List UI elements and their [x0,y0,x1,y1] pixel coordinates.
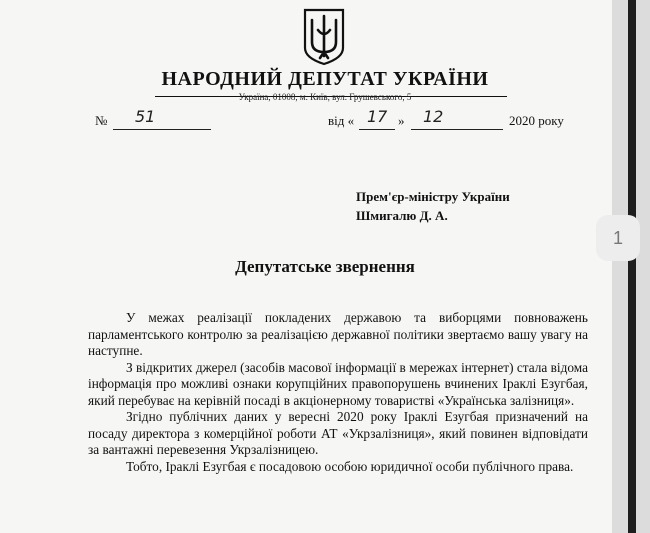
body-paragraph: Тобто, Іраклі Езугбая є посадовою особою юридичної особи публічного права. [126,458,574,474]
coat-of-arms-trident-icon [301,8,347,66]
recipient-block [356,187,510,225]
body-paragraph: З відкритих джерел (засобів масової інформації в мережах інтернет) стала відома інформація про можливі ознаки корупційних правопорушень вчинених Іраклі Езугбая, який перебуває на керівній посаді в акціонерному товаристві «Українська залізниця». [88,359,588,408]
letterhead-address: Україна, 01008, м. Київ, вул. Грушевського, 5 [238,92,412,102]
recipient-position: Прем'єр-міністру України [356,189,510,204]
number-label: № [95,113,108,128]
registration-line [95,107,575,133]
date-month: 12 [423,107,444,126]
registration-number: 51 [135,107,156,126]
date-year: 2020 року [509,113,564,128]
day-underline [359,129,395,130]
month-underline [411,129,503,130]
number-underline [113,129,211,130]
recipient-name: Шмигалю Д. А. [356,208,448,223]
letterhead-title: НАРОДНИЙ ДЕПУТАТ УКРАЇНИ [161,68,489,90]
page-number-badge[interactable]: 1 [596,215,640,261]
date-label: від « [328,113,355,128]
date-day: 17 [367,107,388,126]
letter-body [88,310,588,475]
date-day-close: » [398,113,405,128]
viewer-scroll-track[interactable] [628,0,636,533]
body-paragraph: Згідно публічних даних у вересні 2020 року Іраклі Езугбая призначений на посаду директора з комерційної роботи АТ «Укрзалізниця», який повинен відповідати за вантажні перевезення Укрзалізницею. [88,409,588,457]
document-title: Депутатське звернення [235,257,415,276]
body-paragraph: У межах реалізації покладених державою та виборцями повноважень парламентського контролю за реалізацією державної політики звертаємо вашу увагу на наступне. [88,310,588,358]
